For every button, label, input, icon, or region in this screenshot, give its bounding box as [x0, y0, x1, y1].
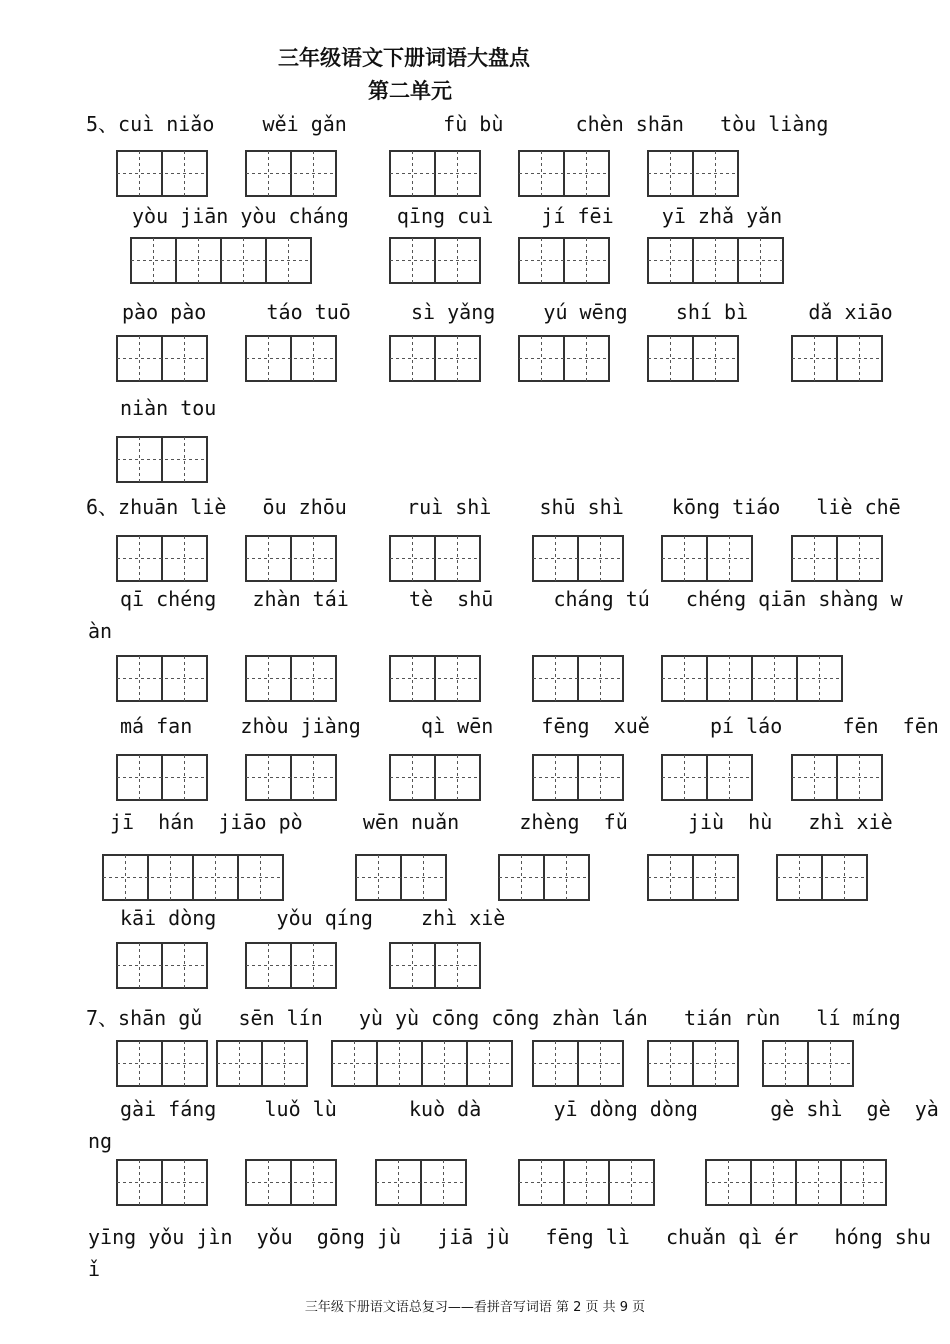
tianzige-grid	[647, 237, 784, 284]
writing-box[interactable]	[647, 335, 737, 380]
writing-box[interactable]	[661, 754, 751, 799]
tianzige-grid	[532, 754, 624, 801]
tianzige-grid	[647, 150, 739, 197]
pinyin-line: pào pào táo tuō sì yǎng yú wēng shí bì dǎ xiāo	[122, 300, 893, 324]
writing-box[interactable]	[518, 335, 608, 380]
tianzige-grid	[245, 1159, 337, 1206]
tianzige-grid	[102, 854, 284, 901]
writing-box[interactable]	[518, 1159, 653, 1204]
writing-box[interactable]	[647, 854, 737, 899]
writing-box[interactable]	[791, 335, 881, 380]
writing-box[interactable]	[355, 854, 445, 899]
writing-box[interactable]	[518, 237, 608, 282]
tianzige-grid	[791, 754, 883, 801]
tianzige-grid	[776, 854, 868, 901]
tianzige-grid	[116, 150, 208, 197]
writing-box[interactable]	[116, 436, 206, 481]
writing-box[interactable]	[389, 942, 479, 987]
writing-box[interactable]	[647, 1040, 737, 1085]
pinyin-line: gài fáng luǒ lù kuò dà yī dòng dòng gè shì gè yà	[120, 1097, 939, 1121]
tianzige-grid	[116, 535, 208, 582]
writing-box[interactable]	[705, 1159, 885, 1204]
tianzige-grid	[532, 535, 624, 582]
pinyin-line: kāi dòng yǒu qíng zhì xiè	[120, 906, 506, 930]
pinyin-line: yīng yǒu jìn yǒu gōng jù jiā jù fēng lì chuǎn qì ér hóng shu	[88, 1225, 931, 1249]
writing-box[interactable]	[116, 1159, 206, 1204]
tianzige-grid	[498, 854, 590, 901]
tianzige-grid	[647, 854, 739, 901]
tianzige-grid	[116, 436, 208, 483]
tianzige-grid	[791, 535, 883, 582]
pinyin-line: má fan zhòu jiàng qì wēn fēng xuě pí láo fēn fēn	[120, 714, 939, 738]
writing-box[interactable]	[245, 335, 335, 380]
writing-box[interactable]	[116, 535, 206, 580]
writing-box[interactable]	[791, 535, 881, 580]
tianzige-grid	[661, 535, 753, 582]
writing-box[interactable]	[762, 1040, 852, 1085]
pinyin-line: yòu jiān yòu cháng qīng cuì jí fēi yī zhǎ yǎn	[132, 204, 783, 228]
writing-box[interactable]	[791, 754, 881, 799]
writing-box[interactable]	[532, 655, 622, 700]
writing-box[interactable]	[389, 535, 479, 580]
tianzige-grid	[705, 1159, 887, 1206]
writing-box[interactable]	[647, 150, 737, 195]
tianzige-grid	[116, 1159, 208, 1206]
writing-box[interactable]	[389, 237, 479, 282]
writing-box[interactable]	[116, 754, 206, 799]
tianzige-grid	[518, 150, 610, 197]
pinyin-line: ǐ	[88, 1257, 101, 1281]
pinyin-line: niàn tou	[120, 396, 217, 420]
pinyin-line: qī chéng zhàn tái tè shū cháng tú chéng qiān shàng w	[120, 587, 903, 611]
tianzige-grid	[647, 335, 739, 382]
unit-title: 第二单元	[368, 79, 452, 103]
writing-box[interactable]	[245, 655, 335, 700]
tianzige-grid	[647, 1040, 739, 1087]
tianzige-grid	[518, 1159, 655, 1206]
writing-box[interactable]	[102, 854, 282, 899]
writing-box[interactable]	[116, 150, 206, 195]
writing-box[interactable]	[245, 535, 335, 580]
tianzige-grid	[245, 754, 337, 801]
writing-box[interactable]	[116, 655, 206, 700]
writing-box[interactable]	[116, 1040, 206, 1085]
tianzige-grid	[245, 535, 337, 582]
pinyin-line: ng	[88, 1129, 113, 1153]
tianzige-grid	[389, 655, 481, 702]
writing-box[interactable]	[661, 655, 841, 700]
writing-box[interactable]	[130, 237, 310, 282]
tianzige-grid	[532, 655, 624, 702]
pinyin-line: 7、shān gǔ sēn lín yù yù cōng cōng zhàn lán tián rùn lí míng	[86, 1006, 901, 1030]
tianzige-grid	[375, 1159, 467, 1206]
writing-box[interactable]	[245, 754, 335, 799]
writing-box[interactable]	[389, 150, 479, 195]
tianzige-grid	[389, 942, 481, 989]
tianzige-grid	[245, 335, 337, 382]
pinyin-line: jī hán jiāo pò wēn nuǎn zhèng fǔ jiù hù zhì xiè	[110, 810, 893, 834]
writing-box[interactable]	[661, 535, 751, 580]
tianzige-grid	[762, 1040, 854, 1087]
page-title: 三年级语文下册词语大盘点	[278, 46, 530, 70]
tianzige-grid	[791, 335, 883, 382]
tianzige-grid	[532, 1040, 624, 1087]
tianzige-grid	[245, 655, 337, 702]
tianzige-grid	[245, 150, 337, 197]
tianzige-grid	[116, 655, 208, 702]
writing-box[interactable]	[116, 335, 206, 380]
tianzige-grid	[518, 335, 610, 382]
writing-box[interactable]	[375, 1159, 465, 1204]
tianzige-grid	[116, 942, 208, 989]
tianzige-grid	[355, 854, 447, 901]
tianzige-grid	[331, 1040, 513, 1087]
writing-box[interactable]	[776, 854, 866, 899]
writing-box[interactable]	[389, 335, 479, 380]
tianzige-grid	[130, 237, 312, 284]
tianzige-grid	[661, 655, 843, 702]
writing-box[interactable]	[532, 1040, 622, 1085]
tianzige-grid	[389, 754, 481, 801]
tianzige-grid	[661, 754, 753, 801]
writing-box[interactable]	[389, 655, 479, 700]
writing-box[interactable]	[532, 535, 622, 580]
writing-box[interactable]	[116, 942, 206, 987]
page-footer: 三年级下册语文语总复习——看拼音写词语 第 2 页 共 9 页	[304, 1300, 646, 1315]
pinyin-line: 5、cuì niǎo wěi gǎn fù bù chèn shān tòu liàng	[86, 112, 829, 136]
tianzige-grid	[389, 535, 481, 582]
tianzige-grid	[116, 754, 208, 801]
writing-box[interactable]	[532, 754, 622, 799]
writing-box[interactable]	[216, 1040, 306, 1085]
writing-box[interactable]	[245, 942, 335, 987]
tianzige-grid	[245, 942, 337, 989]
writing-box[interactable]	[518, 150, 608, 195]
writing-box[interactable]	[498, 854, 588, 899]
tianzige-grid	[216, 1040, 308, 1087]
writing-box[interactable]	[647, 237, 782, 282]
tianzige-grid	[389, 150, 481, 197]
tianzige-grid	[389, 335, 481, 382]
writing-box[interactable]	[389, 754, 479, 799]
tianzige-grid	[389, 237, 481, 284]
writing-box[interactable]	[331, 1040, 511, 1085]
pinyin-line: àn	[88, 619, 113, 643]
tianzige-grid	[116, 1040, 208, 1087]
tianzige-grid	[116, 335, 208, 382]
tianzige-grid	[518, 237, 610, 284]
writing-box[interactable]	[245, 1159, 335, 1204]
pinyin-line: 6、zhuān liè ōu zhōu ruì shì shū shì kōng tiáo liè chē	[86, 495, 901, 519]
writing-box[interactable]	[245, 150, 335, 195]
